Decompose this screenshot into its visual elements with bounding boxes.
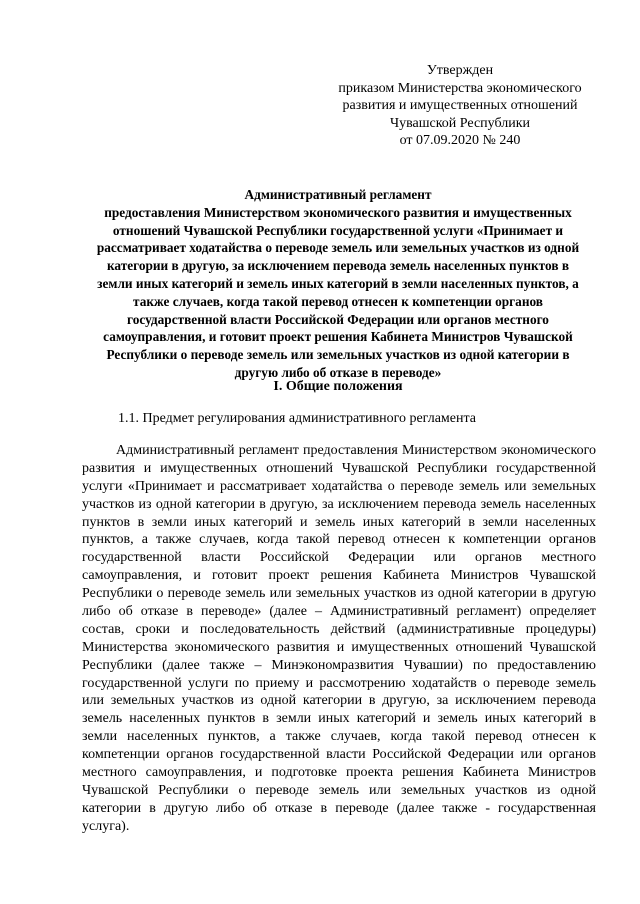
paragraph-line: Республики (далее также – Минэкономразвития Чувашии) по предоставлению (82, 657, 596, 673)
title-line: отношений Чувашской Республики государственной услуги «Принимает и (112, 222, 564, 238)
title-line: Административный регламент (244, 187, 432, 202)
paragraph-line: развития и имущественных отношений Чувашской Республики государственной (82, 460, 596, 476)
paragraph-line: услуга). (82, 818, 130, 834)
paragraph-line: Административный регламент предоставления Министерством экономического (116, 443, 596, 458)
paragraph-line: государственной власти Российской Федерации или органов местного (82, 550, 596, 566)
paragraph-line: категории в другую либо об отказе в переводе (далее также - государственная (82, 800, 596, 816)
paragraph-line: пунктов в земли иных категорий и земель иных категорий в земли населенных (82, 514, 596, 530)
subsection-heading: 1.1. Предмет регулирования административного регламента (118, 411, 476, 426)
approval-line: Утвержден (426, 63, 494, 78)
paragraph-line: участков из одной категории в другую, за исключением перевода земель населенных (82, 496, 596, 512)
paragraph-line: самоуправления, и готовит проект решения Кабинета Министров Чувашской (82, 568, 596, 584)
paragraph-line: государственной услуги по приему и рассмотрению ходатайств о переводе земель (82, 675, 596, 691)
title-line: категории в другую, за исключением перевода земель населенных пунктов в (106, 258, 570, 274)
paragraph-line: компетенции органов государственной власти Российской Федерации или органов (82, 747, 596, 763)
title-line: государственной власти Российской Федерации или органов местного (127, 311, 549, 327)
paragraph-line: земель населенных пунктов в земли иных категорий и земель иных категорий в (82, 711, 596, 727)
approval-line: Чувашской Республики (389, 115, 531, 131)
paragraph-line: земли населенных пунктов, а также случаев, когда такой перевод отнесен к (82, 729, 596, 745)
paragraph-line: либо об отказе в переводе» (далее – Административный регламент) определяет (82, 604, 596, 620)
title-line: рассматривает ходатайства о переводе земель или земельных участков из одной (96, 240, 580, 256)
approval-line: развития и имущественных отношений (342, 98, 578, 114)
title-line: земли иных категорий и земель иных категорий в земли населенных пунктов, а (97, 275, 579, 291)
paragraph-line: или земельных участков из одной категории в другую, за исключением перевода (82, 693, 596, 709)
paragraph-line: Министерства экономического развития и имущественных отношений Чувашской (82, 639, 596, 655)
title-line: самоуправления, и готовит проект решения Кабинета Министров Чувашской (103, 329, 573, 345)
approval-stamp (300, 62, 620, 150)
paragraph-line: Чувашской Республики о переводе земель или земельных участков из одной (82, 782, 596, 798)
title-line: предоставления Министерством экономического развития и имущественных (104, 204, 572, 220)
approval-line: приказом Министерства экономического (338, 80, 582, 96)
paragraph-line: состав, сроки и последовательность действий (административные процедуры) (82, 621, 596, 637)
title-line: также случаев, когда такой перевод отнесен к компетенции органов (133, 293, 543, 309)
paragraph-line: услуги «Принимает и рассматривает ходатайства о переводе земель или земельных (82, 478, 596, 494)
paragraph-line: пунктов, а также случаев, когда такой перевод отнесен к компетенции органов (82, 532, 596, 548)
body-paragraph (82, 442, 596, 836)
approval-line: от 07.09.2020 № 240 (399, 133, 521, 149)
title-line: Республики о переводе земель или земельных участков из одной категории в (106, 347, 570, 363)
paragraph-line: Республики о переводе земель или земельных участков из одной категории в другую (82, 586, 596, 602)
document-title (82, 186, 594, 382)
paragraph-line: местного самоуправления, и подготовке проекта решения Кабинета Министров (82, 765, 596, 781)
section-heading: I. Общие положения (273, 379, 403, 394)
title-line: другую либо об отказе в переводе» (234, 364, 442, 380)
